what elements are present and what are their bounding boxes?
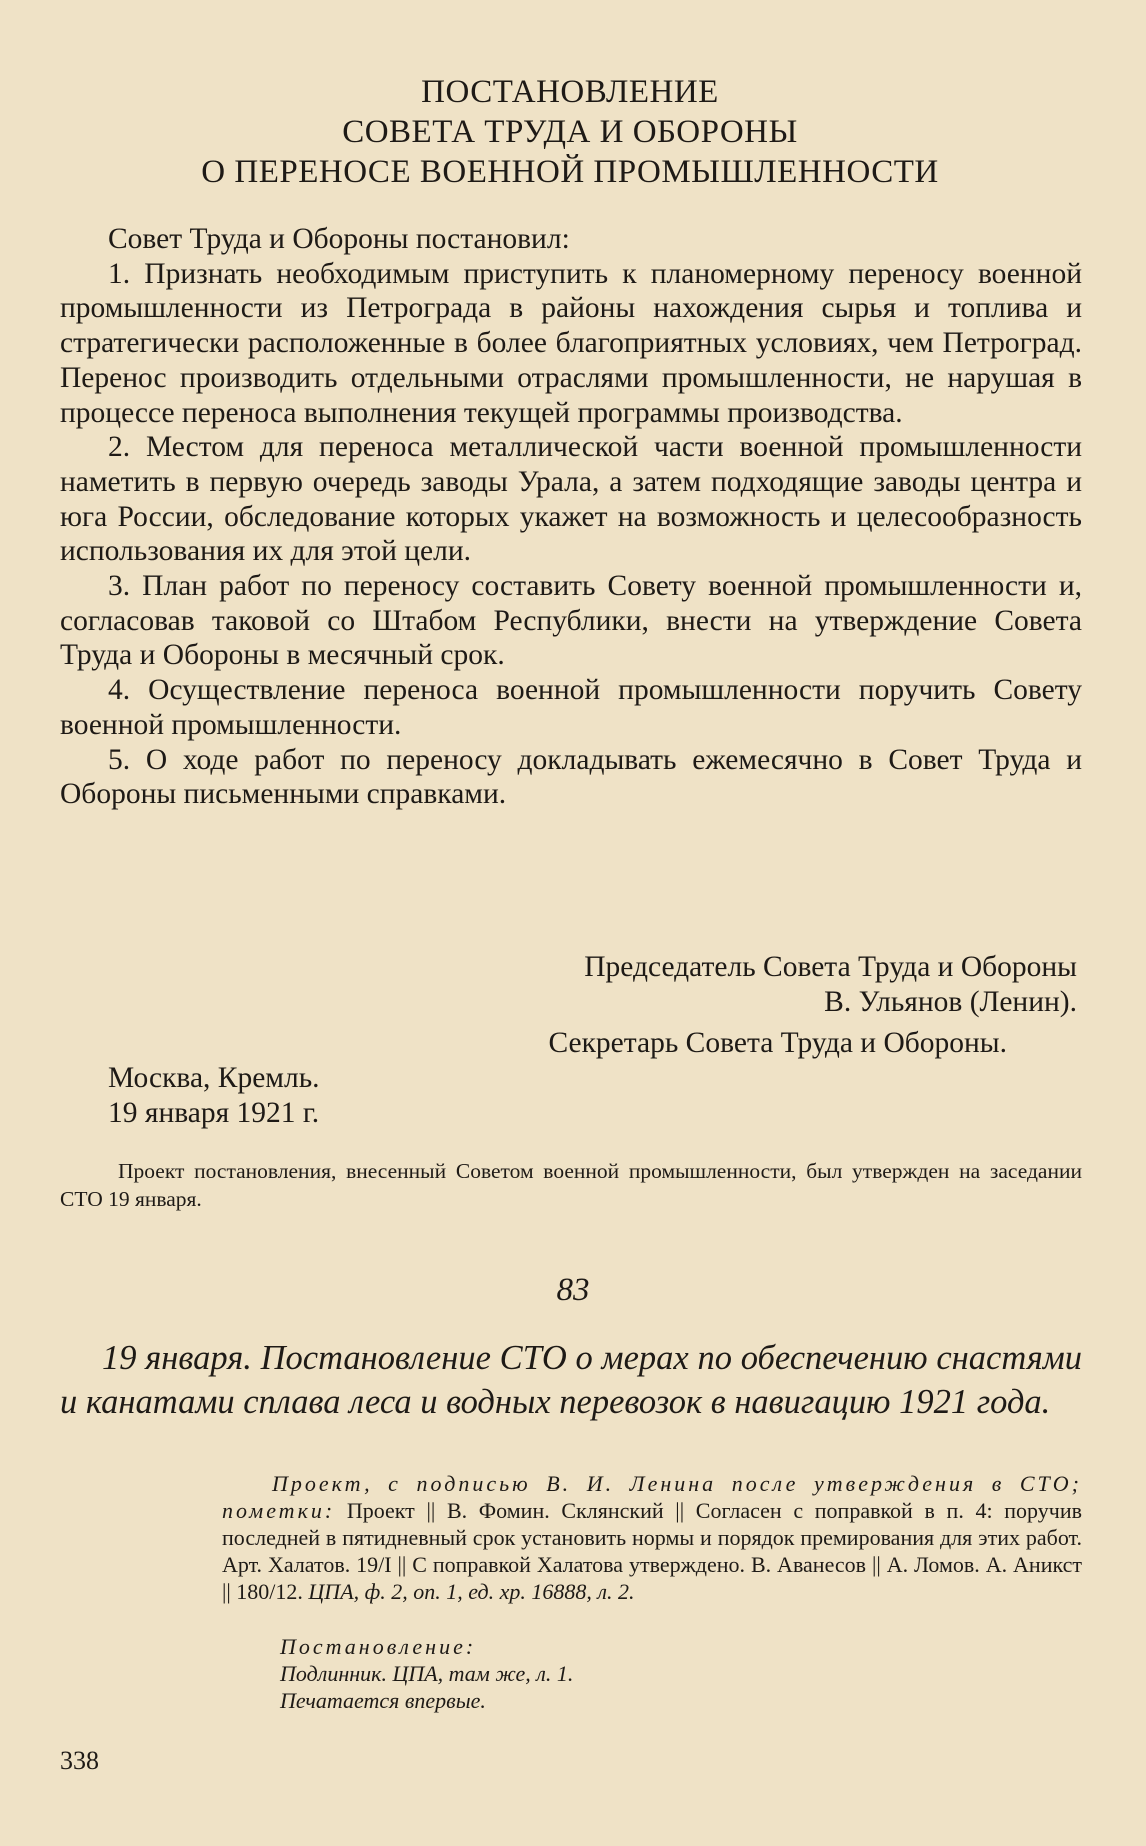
date: 19 января 1921 г. xyxy=(108,1096,320,1129)
decree-item-3: 3. План работ по переносу составить Совету военной промышленности и, согласовав таковой со Штабом Республики, внести на утверждение Совета Труда и Обороны в месячный срок. xyxy=(60,570,1082,672)
title-line-1: ПОСТАНОВЛЕНИЕ xyxy=(421,74,719,110)
document-title xyxy=(60,72,1080,192)
decree-item-2: 2. Местом для переноса металлической части военной промышленности наметить в первую очередь заводы Урала, а затем подходящие заводы центра и юга России, обследование которых укажет на возможность и целесообразность использования их для этой цели. xyxy=(60,431,1082,568)
first-print: Печатается впервые. xyxy=(280,1688,486,1713)
editorial-note: Проект постановления, внесенный Советом военной промышленности, был утвержден на заседании СТО 19 января. xyxy=(60,1159,1082,1211)
signature-block xyxy=(60,950,1082,1131)
decree-item-4: 4. Осуществление переноса военной промышленности поручить Совету военной промышленности. xyxy=(60,674,1082,741)
decree-label: Постановление: xyxy=(280,1634,477,1659)
place: Москва, Кремль. xyxy=(108,1062,320,1095)
original-source: Подлинник. ЦПА, там же, л. 1. xyxy=(280,1661,574,1686)
decree-intro: Совет Труда и Обороны постановил: xyxy=(108,223,570,255)
title-line-2: СОВЕТА ТРУДА И ОБОРОНЫ xyxy=(342,114,798,150)
archive-extra xyxy=(280,1633,1080,1714)
chair-title: Председатель Совета Труда и Обороны xyxy=(584,951,1077,983)
next-document-heading: 19 января. Постановление СТО о мерах по обеспечению снастями и канатами сплава леса и водных перевозок в навигацию 1921 года. xyxy=(60,1339,1082,1421)
archive-note xyxy=(222,1470,1082,1605)
document-number: 83 xyxy=(556,1272,590,1308)
decree-item-1: 1. Признать необходимым приступить к планомерному переносу военной промышленности из Петрограда в районы нахождения сырья и топлива и стратегически расположенные в более благоприятных условиях, чем Петроград. Перенос производить отдельными отраслями промышленности, не нарушая в процессе переноса выполнения текущей программы производства. xyxy=(60,257,1082,429)
archive-source: ЦПА, ф. 2, оп. 1, ед. хр. 16888, л. 2. xyxy=(308,1579,635,1604)
chair-name: В. Ульянов (Ленин). xyxy=(824,985,1077,1018)
secretary-title: Секретарь Совета Труда и Обороны. xyxy=(548,1027,1007,1060)
decree-item-5: 5. О ходе работ по переносу докладывать ежемесячно в Совет Труда и Обороны письменными справками. xyxy=(60,743,1082,811)
archive-text: Проект || В. Фомин. Склянский || Согласен с поправкой в п. 4: поручив последней в пятидневный срок установить нормы и порядок премирования для этих работ. Арт. Халатов. 19/I || С поправкой Халатова утверждено. В. Аванесов || А. Ломов. А. Аникст || 180/12. xyxy=(222,1498,1082,1604)
title-line-3: О ПЕРЕНОСЕ ВОЕННОЙ ПРОМЫШЛЕННОСТИ xyxy=(201,154,939,190)
decree-body xyxy=(60,222,1082,812)
page-number: 338 xyxy=(60,1746,99,1775)
archive-lead: Проект, с подписью В. И. Ленина после утверждения в СТО; пометки: xyxy=(222,1471,1082,1523)
